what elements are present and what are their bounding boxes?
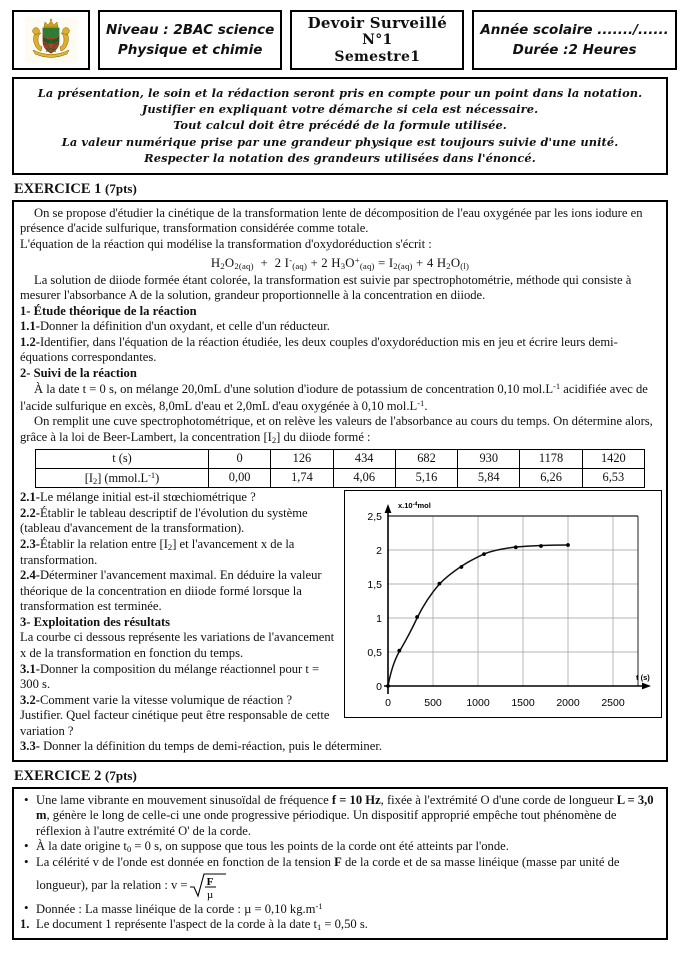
ex1-part1-title: 1- Étude théorique de la réaction xyxy=(20,303,197,318)
table-row-concentration xyxy=(36,468,645,488)
page-header xyxy=(12,10,668,70)
exam-title: Devoir Surveillé xyxy=(307,13,448,32)
row-label-time: t (s) xyxy=(36,449,209,468)
ex2-bullet-4: • Donnée : La masse linéique de la corde : µ = 0,10 $kg.m^{-1}$ xyxy=(24,899,323,916)
y-tick-label: 1,5 xyxy=(367,579,382,592)
ex1-para2-1: À la date t = 0 s, on mélange 20,0mL d'une solution d'iodure de potassium de concentration 0,10 $mol.L^{-1}$ acidifiée avec de l'acide sulfurique en excès, 8,0mL d'eau et 2,0mL d'eau oxygénée à 0,10 $mol.L^{-1}$. xyxy=(20,381,648,413)
exam-number: N°1 xyxy=(362,32,393,49)
ex2-bullet-3: • La célérité v de l'onde est donnée en fonction de la tension F de la corde et de sa masse linéique (masse par unité de longueur), par la relation : v = F µ xyxy=(24,854,620,901)
ex1-part3-title: 3- Exploitation des résultats xyxy=(20,614,171,629)
x-tick-label: 1000 xyxy=(466,697,490,710)
cell-conc: 1,74 xyxy=(271,468,333,488)
ex1-part2-title: 2- Suivi de la réaction xyxy=(20,365,137,380)
exercise2-title: EXERCICE 2 xyxy=(14,767,102,784)
duration: Durée :2 Heures xyxy=(512,42,637,58)
cell-time: 930 xyxy=(458,449,520,468)
y-tick-label: 0,5 xyxy=(367,647,382,660)
bullet-icon: • xyxy=(24,791,29,807)
x-axis-arrow xyxy=(642,683,651,690)
level-box xyxy=(98,10,282,70)
ex2-bullet-2: • À la date origine $t_0 = 0$ s, on suppose que tous les points de la corde ont été atteints par l'onde. xyxy=(24,838,509,855)
row-label-concentration: $[I_2]$ $(mmol.L^{-1})$ xyxy=(36,468,209,488)
exercise1-title: EXERCICE 1 xyxy=(14,180,102,197)
question-number: 1. xyxy=(20,917,30,932)
bullet-icon: • xyxy=(24,899,29,915)
x-tick-label: 0 xyxy=(385,697,391,710)
ex2-bullet-1: • Une lame vibrante en mouvement sinusoïdal de fréquence f = 10 Hz, fixée à l'extrémité O d'une corde de longueur L = 3,0 m, génère le long de celle-ci une onde progressive périodique. Un dispositif approprié empêche tout phénomène de réflexion à l'autre extrémité O' de la corde. xyxy=(24,791,654,838)
data-point xyxy=(397,649,401,653)
cell-time: 1420 xyxy=(582,449,644,468)
ex1-q3-2: 3.2-Comment varie la vitesse volumique de réaction ? Justifier. Quel facteur cinétique peut être responsable de cette variation ? xyxy=(20,692,330,738)
ex1-intro-3: La solution de diiode formée étant colorée, la transformation est suivie par spectrophotométrie, méthode qui consiste à mesurer l'absorbance A de la solution, grandeur proportionnelle à la concentration en diiode. xyxy=(20,272,632,303)
cell-time: 1178 xyxy=(520,449,582,468)
x-axis-label: t (s) xyxy=(636,673,650,683)
exercise2-heading xyxy=(14,768,668,785)
data-point xyxy=(415,615,419,619)
exercise1-heading xyxy=(14,181,668,198)
cell-time: 126 xyxy=(271,449,333,468)
morocco-coat-of-arms-icon xyxy=(25,17,77,63)
exam-semester: Semestre1 xyxy=(334,48,421,65)
ex1-q2-1: 2.1-Le mélange initial est-il stœchiométrique ? xyxy=(20,490,256,505)
sqrt-fraction-formula xyxy=(188,871,228,901)
y-tick-label: 2 xyxy=(376,545,382,558)
ex1-intro-1: On se propose d'étudier la cinétique de la transformation lente de décomposition de l'eau oxygénée par les ions iodure en présence d'acide sulfurique, transformation considérée comme totale. xyxy=(20,205,643,236)
instruction-line: Justifier en expliquant votre démarche si cela est nécessaire. xyxy=(141,102,539,117)
cell-conc: 0,00 xyxy=(209,468,271,488)
instruction-line: La présentation, le soin et la rédaction seront pris en compte pour un point dans la notation. xyxy=(37,86,643,100)
cell-conc: 6,53 xyxy=(582,468,644,488)
cell-conc: 4,06 xyxy=(333,468,395,488)
ex2-question-1: 1. Le document 1 représente l'aspect de la corde à la date $t_1 = 0,50$ s. xyxy=(20,917,368,933)
exam-title-box xyxy=(290,10,464,70)
year-duration-box xyxy=(472,10,676,70)
data-point xyxy=(460,565,464,569)
ex1-q2-2: 2.2-Établir le tableau descriptif de l'évolution du système (tableau d'avancement de la transformation). xyxy=(20,505,308,536)
ex1-q1-1: 1.1-Donner la définition d'un oxydant, et celle d'un réducteur. xyxy=(20,319,330,334)
reaction-equation: $H_2O_{2(aq)} + 2$ $I^-_{(aq)} + 2$ $H_3O^+_{(aq)} = I_{2(aq)} + 4$ $H_2O_{(l)}$ xyxy=(210,254,470,271)
cell-time: 682 xyxy=(395,449,457,468)
questions-and-chart xyxy=(20,490,660,739)
instructions-box xyxy=(12,77,668,175)
cell-conc: 5,84 xyxy=(458,468,520,488)
ex1-intro-2: L'équation de la réaction qui modélise la transformation d'oxydoréduction s'écrit : xyxy=(20,237,432,252)
exercise2-points: (7pts) xyxy=(105,767,137,783)
y-tick-labels xyxy=(367,511,382,693)
ex1-q2-3: 2.3-Établir la relation entre $[I_2]$ et l'avancement x de la transformation. xyxy=(20,537,295,567)
ex1-q2-4: 2.4-Déterminer l'avancement maximal. En déduire la valeur théorique de la concentration en diiode formé lorsque la transformation est terminée. xyxy=(20,568,322,614)
ex1-para3-1: La courbe ci dessous représente les variations de l'avancement x de la transformation en fonction du temps. xyxy=(20,630,335,661)
x-tick-labels xyxy=(385,697,625,709)
bullet-icon: • xyxy=(24,854,29,870)
cell-conc: 5,16 xyxy=(395,468,457,488)
chart-svg xyxy=(348,494,656,714)
school-year: Année scolaire ......./...... xyxy=(480,21,669,38)
y-axis-label: $x.10^{-4}mol$ xyxy=(398,501,431,511)
data-point xyxy=(386,684,390,688)
chart-column xyxy=(344,490,662,718)
y-axis-arrow xyxy=(385,504,392,513)
ex1-q3-1: 3.1-Donner la composition du mélange réactionnel pour t = 300 s. xyxy=(20,661,320,692)
data-point xyxy=(514,546,518,550)
ex1-q1-2: 1.2-Identifier, dans l'équation de la réaction étudiée, les deux couples d'oxydoréduction mis en jeu et écrire leurs demi-équations correspondantes. xyxy=(20,334,618,365)
bullet-icon: • xyxy=(24,838,29,854)
level-line-2: Physique et chimie xyxy=(117,42,263,58)
data-point xyxy=(438,582,442,586)
x-tick-label: 500 xyxy=(424,697,442,710)
level-line-1: Niveau : 2BAC science xyxy=(106,21,275,38)
grid-horizontal xyxy=(388,516,638,652)
svg-text:F: F xyxy=(206,875,213,888)
instruction-line: La valeur numérique prise par une grandeur physique est toujours suivie d'une unité. xyxy=(61,134,619,149)
emblem-box xyxy=(12,10,90,70)
table-row-time xyxy=(36,449,645,468)
measurement-table xyxy=(35,449,645,489)
x-tick-label: 2000 xyxy=(556,697,580,710)
data-point xyxy=(482,553,486,557)
y-tick-label: 0 xyxy=(376,681,382,694)
ex1-q3-3: 3.3- Donner la définition du temps de demi-réaction, puis le déterminer. xyxy=(20,739,382,754)
x-tick-label: 2500 xyxy=(601,697,625,710)
questions-column xyxy=(20,490,338,739)
exercise1-box xyxy=(12,200,668,762)
cell-time: 0 xyxy=(209,449,271,468)
data-point xyxy=(566,543,570,547)
y-tick-label: 1 xyxy=(376,613,382,626)
x-tick-label: 1500 xyxy=(511,697,535,710)
cell-conc: 6,26 xyxy=(520,468,582,488)
exercise1-points: (7pts) xyxy=(105,180,137,196)
data-point xyxy=(539,544,543,548)
ex1-para2-2: On remplit une cuve spectrophotométrique, et on relève les valeurs de l'absorbance au cours du temps. On détermine alors, grâce à la loi de Beer-Lambert, la concentration $[I_2]$ du diiode formé : xyxy=(20,414,653,445)
exercise2-box xyxy=(12,787,668,940)
instruction-line: Tout calcul doit être précédé de la formule utilisée. xyxy=(173,118,507,133)
advancement-chart xyxy=(344,490,662,718)
svg-text:µ: µ xyxy=(206,888,213,901)
instruction-line: Respecter la notation des grandeurs utilisées dans l'énoncé. xyxy=(144,150,536,165)
cell-time: 434 xyxy=(333,449,395,468)
grid-vertical xyxy=(433,516,613,686)
y-tick-label: 2,5 xyxy=(367,511,382,524)
